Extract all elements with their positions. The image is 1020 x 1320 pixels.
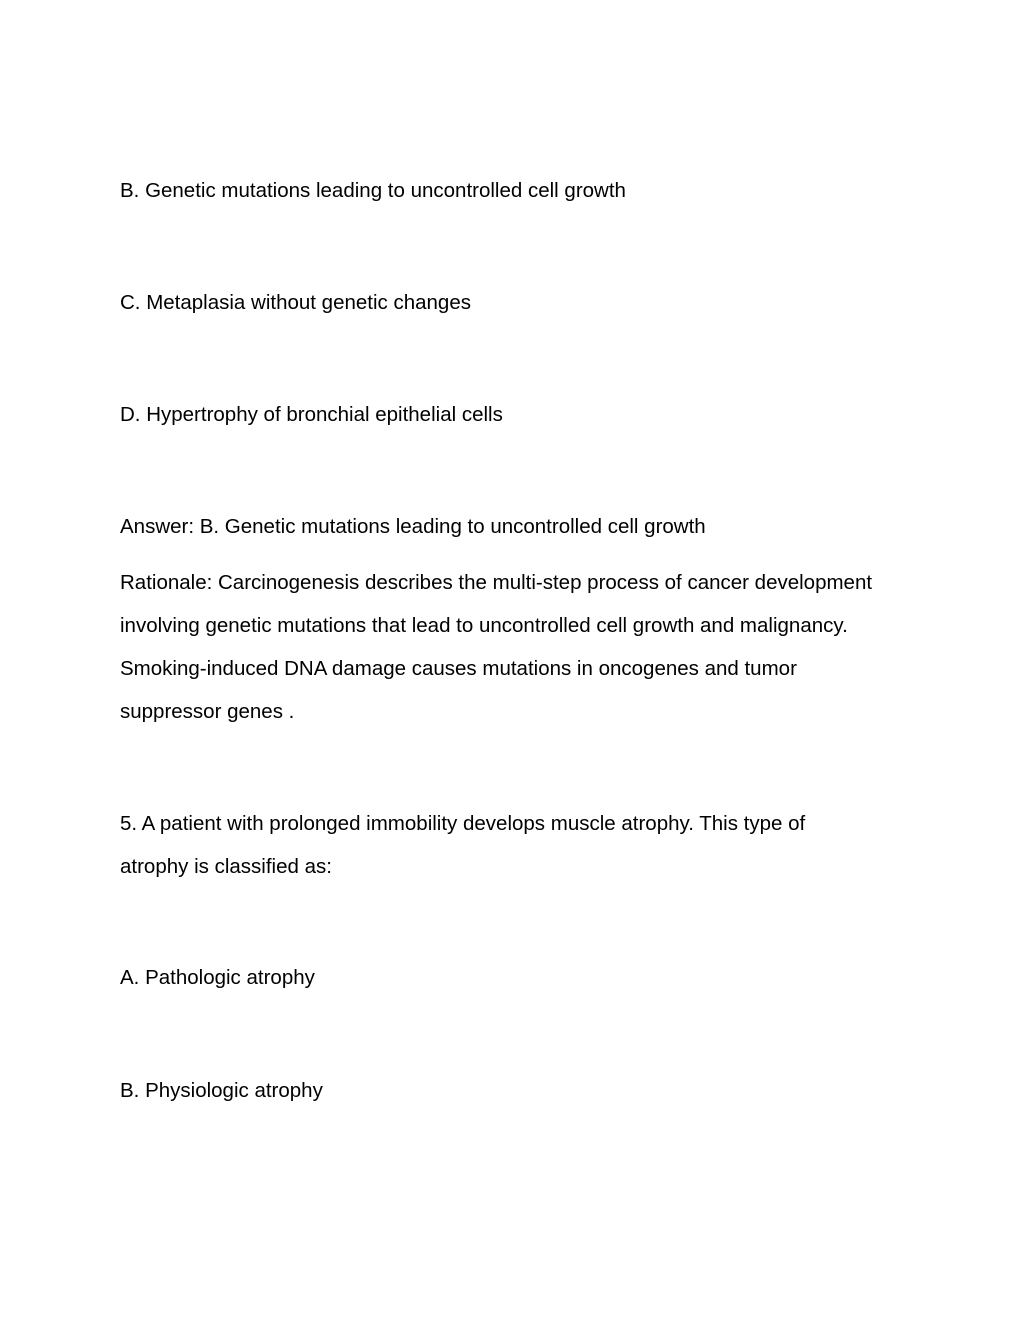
rationale-line: involving genetic mutations that lead to uncontrolled cell growth and malignancy.: [120, 614, 848, 637]
rationale-line: Rationale: Carcinogenesis describes the multi-step process of cancer development: [120, 571, 873, 594]
rationale-line: suppressor genes .: [120, 700, 295, 723]
rationale-paragraph: [120, 561, 910, 733]
answer-text: Answer: B. Genetic mutations leading to uncontrolled cell growth: [120, 515, 706, 538]
option-d-text: D. Hypertrophy of bronchial epithelial cells: [120, 403, 503, 426]
question-line: 5. A patient with prolonged immobility develops muscle atrophy. This type of: [120, 812, 806, 835]
question-line: atrophy is classified as:: [120, 855, 332, 878]
rationale-line: Smoking-induced DNA damage causes mutations in oncogenes and tumor: [120, 657, 797, 680]
question-5: [120, 802, 910, 888]
q5-option-b-text: B. Physiologic atrophy: [120, 1079, 323, 1102]
q5-option-a-text: A. Pathologic atrophy: [120, 966, 315, 989]
option-c-text: C. Metaplasia without genetic changes: [120, 291, 471, 314]
option-b-text: B. Genetic mutations leading to uncontrolled cell growth: [120, 179, 626, 202]
